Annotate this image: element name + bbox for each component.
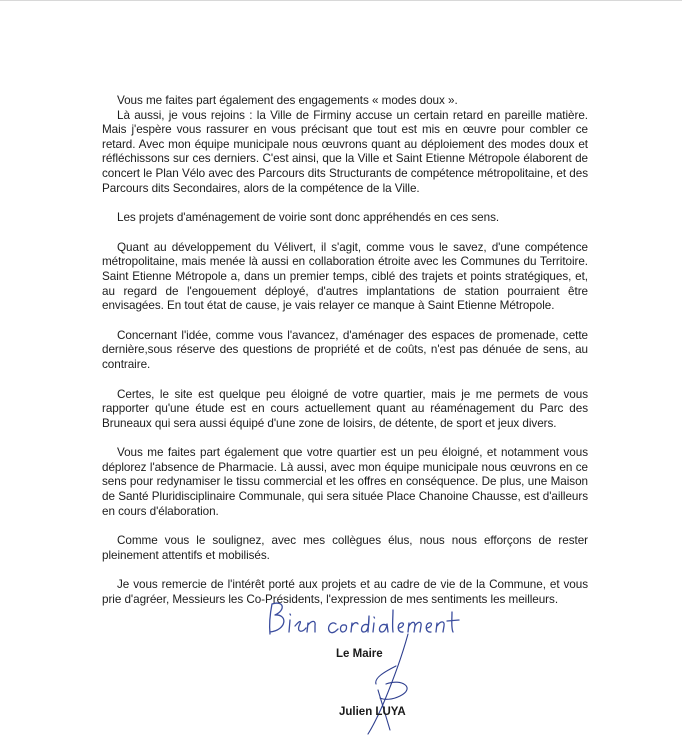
ink-signature bbox=[356, 632, 416, 736]
signatory-name: Julien LUYA bbox=[339, 706, 406, 718]
paragraph-velivert: Quant au développement du Vélivert, il s'agit, comme vous le savez, d'une compétence métropolitaine, mais menée là aussi en collaboration étroite avec les Communes du Territoire. Saint Etienne Métropole a, dans un premier temps, ciblé des trajets et points stratégiques, et, au regard de l'engouement déployé, d'autres implantations de station pourraient être envisagées. En tout état de cause, je vais relayer ce manque à Saint Etienne Métropole. bbox=[102, 240, 588, 313]
paragraph-pharmacie: Vous me faites part également que votre quartier est un peu éloigné, et notamment vous déplorez l'absence de Pharmacie. Là aussi, avec mon équipe municipale nous œuvrons en ce sens pour redynamiser le tissu commercial et les offres en conséquence. De plus, une Maison de Santé Pluridisciplinaire Communale, qui sera située Place Chanoine Chausse, est d'ailleurs en cours d'élaboration. bbox=[102, 446, 588, 518]
letter-body bbox=[102, 94, 588, 608]
paragraph-modes-doux-details: Là aussi, je vous rejoins : la Ville de Firminy accuse un certain retard en pareille matière. Mais j'espère vous rassurer en vous précisant que tout est mis en œuvre pour combler ce retard. Avec mon équipe municipale nous œuvrons quant au déploiement des modes doux et réfléchissons sur ces derniers. C'est ainsi, que la Ville et Saint Etienne Métropole élaborent de concert le Plan Vélo avec des Parcours dits Structurants de compétence métropolitaine, et des Parcours dits Secondaires, alors de la compétence de la Ville. bbox=[102, 108, 588, 195]
paragraph-promenade: Concernant l'idée, comme vous l'avancez, d'aménager des espaces de promenade, cette dernière,sous réserve des questions de propriété et de coûts, n'est pas dénuée de sens, au contraire. bbox=[102, 328, 588, 371]
paragraph-modes-doux-intro: Vous me faites part également des engagements « modes doux ». bbox=[117, 94, 458, 107]
paragraph-mobilisation: Comme vous le soulignez, avec mes collègues élus, nous nous efforçons de rester pleinement attentifs et mobilisés. bbox=[102, 534, 588, 562]
signatory-role: Le Maire bbox=[336, 648, 383, 660]
paragraph-voirie: Les projets d'aménagement de voirie sont donc appréhendés en ces sens. bbox=[117, 211, 500, 225]
paragraph-remerciements: Je vous remercie de l'intérêt porté aux projets et au cadre de vie de la Commune, et vous prie d'agréer, Messieurs les Co-Présidents, l'expression de mes sentiments les meilleurs. bbox=[102, 578, 588, 607]
page-top-edge bbox=[0, 0, 682, 1]
paragraph-parc-bruneaux: Certes, le site est quelque peu éloigné de votre quartier, mais je me permets de vous rapporter qu'une étude est en cours actuellement quant au réaménagement du Parc des Bruneaux qui sera aussi équipé d'une zone de loisirs, de détente, de sport et jeux divers. bbox=[102, 387, 588, 430]
